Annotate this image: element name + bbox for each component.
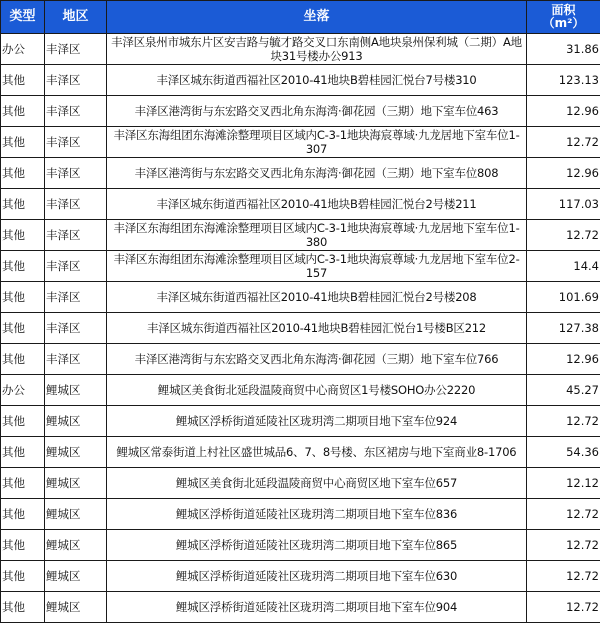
table-row bbox=[1, 499, 600, 530]
row-type-cell: 其他 bbox=[1, 65, 45, 96]
table-row bbox=[1, 437, 600, 468]
table-row bbox=[1, 561, 600, 592]
row-location-cell: 丰泽区城东街道西福社区2010-41地块B碧桂园汇悦台2号楼211 bbox=[107, 189, 527, 220]
row-district-cell: 丰泽区 bbox=[45, 34, 107, 65]
row-type-cell: 其他 bbox=[1, 437, 45, 468]
row-area-cell: 12.12 bbox=[527, 468, 600, 499]
row-type-cell: 其他 bbox=[1, 592, 45, 623]
row-type-cell: 办公 bbox=[1, 34, 45, 65]
row-location-cell: 鲤城区浮桥街道延陵社区珑玥湾二期项目地下室车位865 bbox=[107, 530, 527, 561]
row-area-cell: 12.96 bbox=[527, 344, 600, 375]
table-row bbox=[1, 468, 600, 499]
row-type-cell: 其他 bbox=[1, 127, 45, 158]
row-area-cell: 101.69 bbox=[527, 282, 600, 313]
row-location-cell: 鲤城区美食街北延段温陵商贸中心商贸区地下室车位657 bbox=[107, 468, 527, 499]
row-area-cell: 12.72 bbox=[527, 220, 600, 251]
row-district-cell: 丰泽区 bbox=[45, 158, 107, 189]
row-district-cell: 丰泽区 bbox=[45, 65, 107, 96]
row-location-cell: 丰泽区城东街道西福社区2010-41地块B碧桂园汇悦台2号楼208 bbox=[107, 282, 527, 313]
header-area-label: 面积 bbox=[551, 3, 576, 17]
row-district-cell: 丰泽区 bbox=[45, 251, 107, 282]
header-location: 坐落 bbox=[107, 1, 527, 34]
row-location-cell: 鲤城区常泰街道上村社区盛世城品6、7、8号楼、东区裙房与地下室商业8-1706 bbox=[107, 437, 527, 468]
row-district-cell: 鲤城区 bbox=[45, 468, 107, 499]
row-type-cell: 其他 bbox=[1, 499, 45, 530]
row-location-cell: 鲤城区浮桥街道延陵社区珑玥湾二期项目地下室车位836 bbox=[107, 499, 527, 530]
row-area-cell: 12.96 bbox=[527, 96, 600, 127]
row-area-cell: 54.36 bbox=[527, 437, 600, 468]
row-location-cell: 丰泽区东海组团东海滩涂整理项目区域内C-3-1地块海宸尊域·九龙居地下室车位1-380 bbox=[107, 220, 527, 251]
table-row bbox=[1, 65, 600, 96]
header-row bbox=[1, 1, 600, 34]
table-row bbox=[1, 158, 600, 189]
table-row bbox=[1, 220, 600, 251]
row-type-cell: 其他 bbox=[1, 189, 45, 220]
row-area-cell: 12.72 bbox=[527, 530, 600, 561]
row-type-cell: 其他 bbox=[1, 220, 45, 251]
row-area-cell: 14.4 bbox=[527, 251, 600, 282]
table-body bbox=[1, 34, 600, 623]
row-type-cell: 其他 bbox=[1, 313, 45, 344]
table-row bbox=[1, 127, 600, 158]
table-row bbox=[1, 375, 600, 406]
row-type-cell: 其他 bbox=[1, 282, 45, 313]
row-location-cell: 丰泽区港湾街与东宏路交叉西北角东海湾·御花园（三期）地下室车位766 bbox=[107, 344, 527, 375]
table-row bbox=[1, 344, 600, 375]
row-location-cell: 鲤城区浮桥街道延陵社区珑玥湾二期项目地下室车位630 bbox=[107, 561, 527, 592]
row-area-cell: 12.72 bbox=[527, 406, 600, 437]
row-area-cell: 31.86 bbox=[527, 34, 600, 65]
row-district-cell: 鲤城区 bbox=[45, 375, 107, 406]
row-district-cell: 鲤城区 bbox=[45, 406, 107, 437]
table-row bbox=[1, 189, 600, 220]
row-type-cell: 其他 bbox=[1, 530, 45, 561]
row-district-cell: 丰泽区 bbox=[45, 96, 107, 127]
row-area-cell: 12.72 bbox=[527, 499, 600, 530]
row-type-cell: 其他 bbox=[1, 251, 45, 282]
row-location-cell: 丰泽区城东街道西福社区2010-41地块B碧桂园汇悦台1号楼B区212 bbox=[107, 313, 527, 344]
row-location-cell: 丰泽区城东街道西福社区2010-41地块B碧桂园汇悦台7号楼310 bbox=[107, 65, 527, 96]
row-district-cell: 丰泽区 bbox=[45, 313, 107, 344]
header-area-unit: （m²） bbox=[542, 16, 585, 30]
row-type-cell: 其他 bbox=[1, 158, 45, 189]
header-district: 地区 bbox=[45, 1, 107, 34]
table-row bbox=[1, 251, 600, 282]
row-district-cell: 丰泽区 bbox=[45, 189, 107, 220]
row-district-cell: 鲤城区 bbox=[45, 592, 107, 623]
row-type-cell: 其他 bbox=[1, 344, 45, 375]
row-location-cell: 丰泽区东海组团东海滩涂整理项目区域内C-3-1地块海宸尊域·九龙居地下室车位1-307 bbox=[107, 127, 527, 158]
row-district-cell: 鲤城区 bbox=[45, 561, 107, 592]
row-district-cell: 丰泽区 bbox=[45, 282, 107, 313]
row-type-cell: 其他 bbox=[1, 468, 45, 499]
header-type: 类型 bbox=[1, 1, 45, 34]
row-district-cell: 鲤城区 bbox=[45, 437, 107, 468]
row-location-cell: 鲤城区浮桥街道延陵社区珑玥湾二期项目地下室车位924 bbox=[107, 406, 527, 437]
table-header bbox=[1, 1, 600, 34]
row-location-cell: 丰泽区东海组团东海滩涂整理项目区域内C-3-1地块海宸尊域·九龙居地下室车位2-157 bbox=[107, 251, 527, 282]
row-area-cell: 117.03 bbox=[527, 189, 600, 220]
table-row bbox=[1, 282, 600, 313]
table-row bbox=[1, 592, 600, 623]
row-district-cell: 鲤城区 bbox=[45, 499, 107, 530]
row-location-cell: 丰泽区港湾街与东宏路交叉西北角东海湾·御花园（三期）地下室车位808 bbox=[107, 158, 527, 189]
row-area-cell: 45.27 bbox=[527, 375, 600, 406]
table-row bbox=[1, 96, 600, 127]
table-row bbox=[1, 313, 600, 344]
row-location-cell: 鲤城区美食街北延段温陵商贸中心商贸区1号楼SOHO办公2220 bbox=[107, 375, 527, 406]
row-location-cell: 鲤城区浮桥街道延陵社区珑玥湾二期项目地下室车位904 bbox=[107, 592, 527, 623]
row-type-cell: 办公 bbox=[1, 375, 45, 406]
header-area bbox=[527, 1, 600, 34]
row-location-cell: 丰泽区泉州市城东片区安吉路与毓才路交叉口东南侧A地块泉州保利城（二期）A地块31号楼办公913 bbox=[107, 34, 527, 65]
row-type-cell: 其他 bbox=[1, 561, 45, 592]
row-district-cell: 丰泽区 bbox=[45, 127, 107, 158]
row-district-cell: 丰泽区 bbox=[45, 344, 107, 375]
row-type-cell: 其他 bbox=[1, 406, 45, 437]
row-area-cell: 12.72 bbox=[527, 561, 600, 592]
row-type-cell: 其他 bbox=[1, 96, 45, 127]
table-row bbox=[1, 530, 600, 561]
row-location-cell: 丰泽区港湾街与东宏路交叉西北角东海湾·御花园（三期）地下室车位463 bbox=[107, 96, 527, 127]
row-area-cell: 12.72 bbox=[527, 592, 600, 623]
row-area-cell: 123.13 bbox=[527, 65, 600, 96]
row-area-cell: 127.38 bbox=[527, 313, 600, 344]
row-area-cell: 12.96 bbox=[527, 158, 600, 189]
table-row bbox=[1, 34, 600, 65]
row-district-cell: 鲤城区 bbox=[45, 530, 107, 561]
row-area-cell: 12.72 bbox=[527, 127, 600, 158]
row-district-cell: 丰泽区 bbox=[45, 220, 107, 251]
table-row bbox=[1, 406, 600, 437]
